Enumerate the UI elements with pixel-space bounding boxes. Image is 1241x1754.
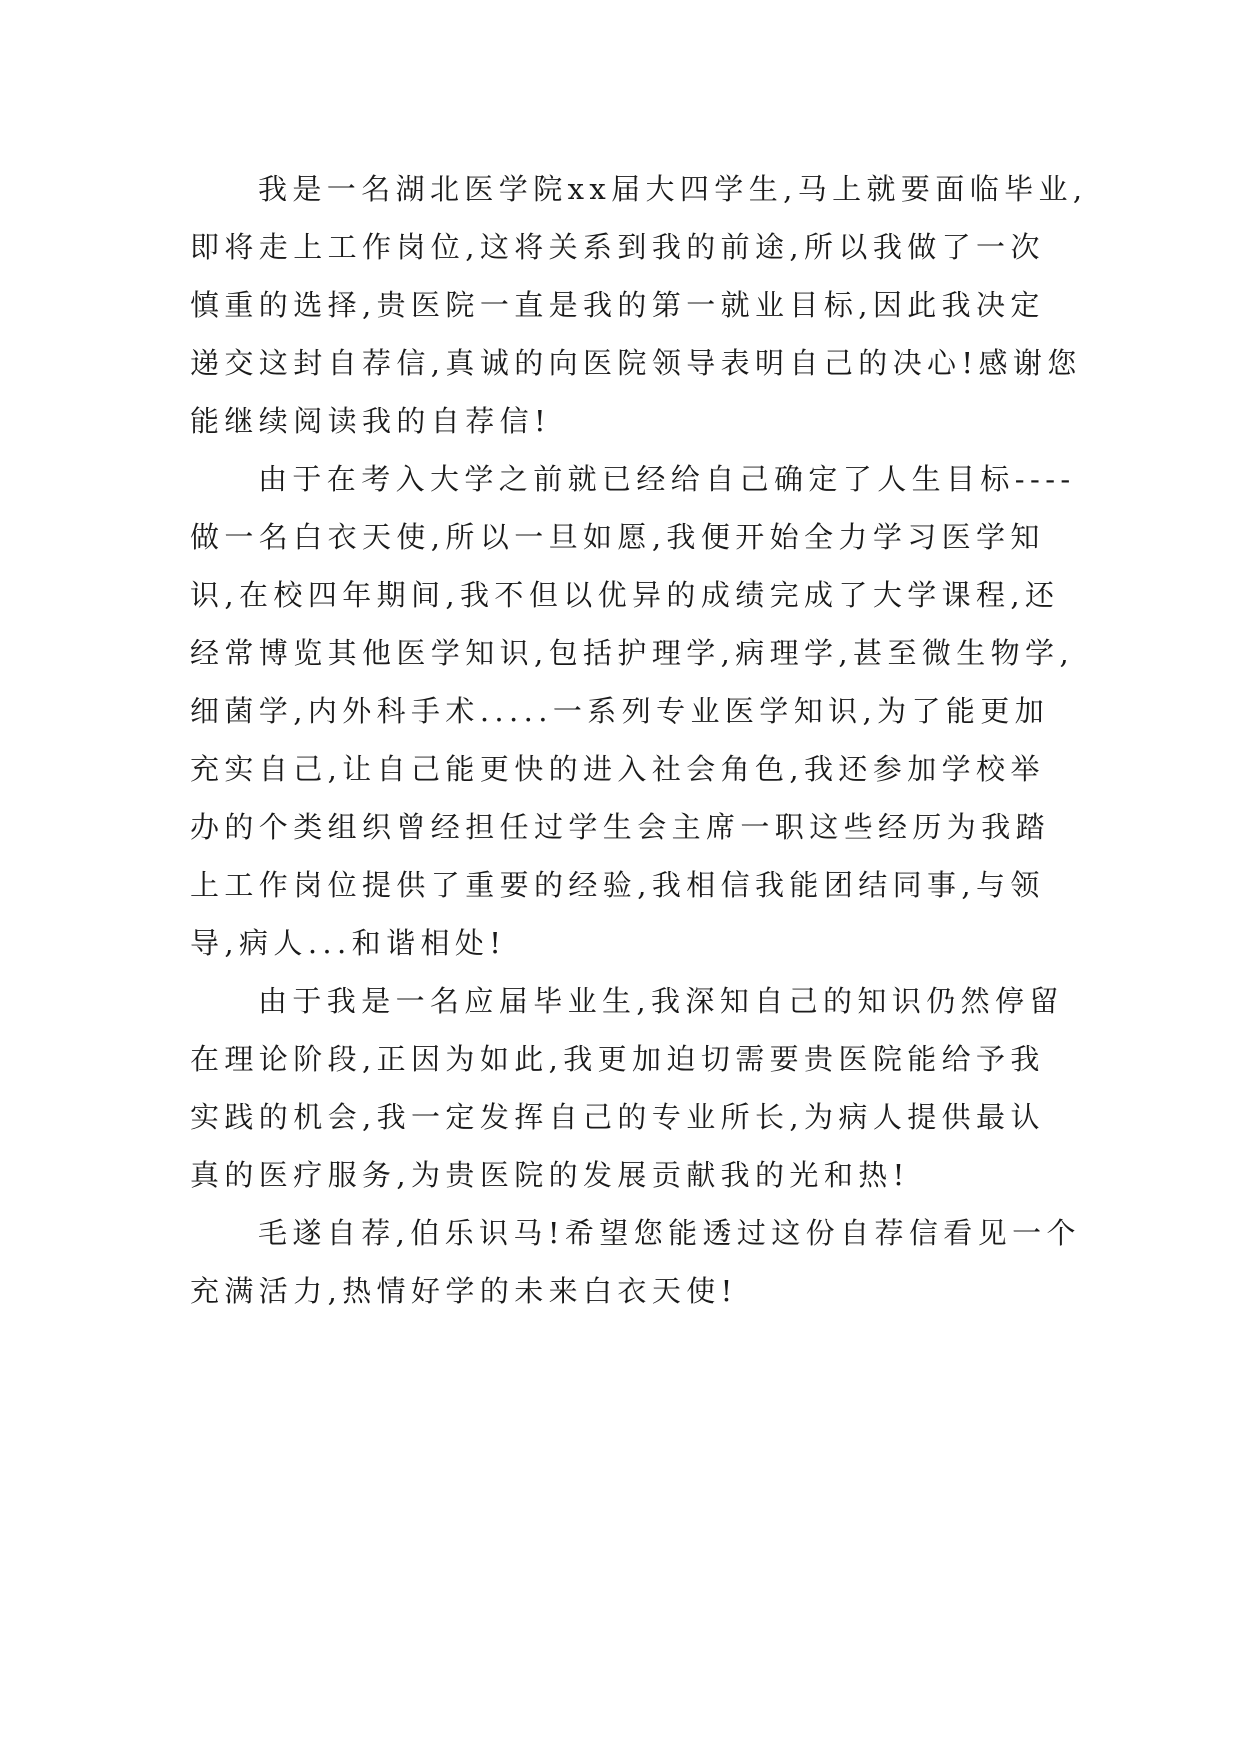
text-line: 慎重的选择,贵医院一直是我的第一就业目标,因此我决定	[190, 288, 1045, 322]
paragraph-1	[190, 160, 1088, 450]
paragraph-3	[190, 972, 1070, 1204]
text-line: 识,在校四年期间,我不但以优异的成绩完成了大学课程,还	[190, 578, 1060, 612]
text-line: 充实自己,让自己能更快的进入社会角色,我还参加学校举	[190, 752, 1045, 786]
text-line: 毛遂自荐,伯乐识马!希望您能透过这份自荐信看见一个	[258, 1216, 1081, 1250]
text-line: 做一名白衣天使,所以一旦如愿,我便开始全力学习医学知	[190, 520, 1045, 554]
letter-body	[190, 160, 1088, 1320]
text-line: 办的个类组织曾经担任过学生会主席一职这些经历为我踏	[190, 810, 1051, 844]
paragraph-2	[190, 450, 1076, 972]
text-line: 我是一名湖北医学院xx届大四学生,马上就要面临毕业,	[258, 172, 1088, 206]
text-line: 充满活力,热情好学的未来白衣天使!	[190, 1274, 738, 1308]
text-line: 上工作岗位提供了重要的经验,我相信我能团结同事,与领	[190, 868, 1045, 902]
text-line: 在理论阶段,正因为如此,我更加迫切需要贵医院能给予我	[190, 1042, 1045, 1076]
text-line: 细菌学,内外科手术.....一系列专业医学知识,为了能更加	[190, 694, 1050, 728]
text-line: 实践的机会,我一定发挥自己的专业所长,为病人提供最认	[190, 1100, 1045, 1134]
text-line: 导,病人...和谐相处!	[190, 926, 507, 960]
text-line: 即将走上工作岗位,这将关系到我的前途,所以我做了一次	[190, 230, 1045, 264]
text-line: 真的医疗服务,为贵医院的发展贡献我的光和热!	[190, 1158, 910, 1192]
text-line: 经常博览其他医学知识,包括护理学,病理学,甚至微生物学,	[190, 636, 1075, 670]
text-line: 递交这封自荐信,真诚的向医院领导表明自己的决心!感谢您	[190, 346, 1082, 380]
text-line: 由于在考入大学之前就已经给自己确定了人生目标----	[258, 462, 1076, 496]
paragraph-4	[190, 1204, 1081, 1320]
text-line: 由于我是一名应届毕业生,我深知自己的知识仍然停留	[258, 984, 1064, 1018]
text-line: 能继续阅读我的自荐信!	[190, 404, 552, 438]
